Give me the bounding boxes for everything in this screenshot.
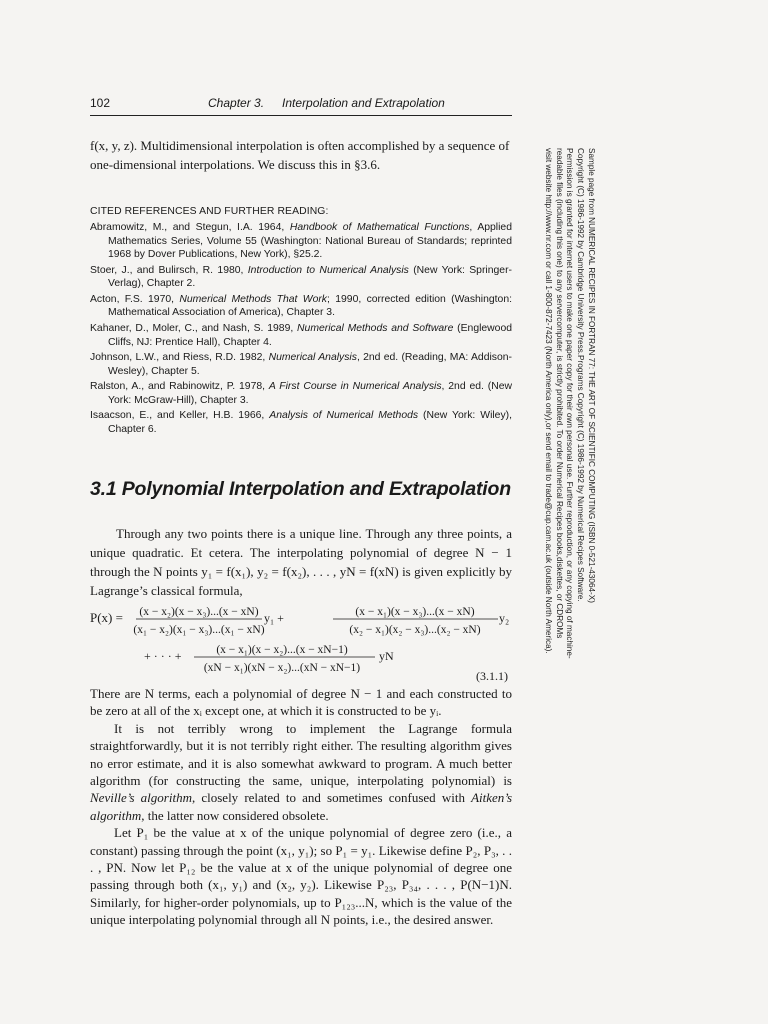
reference-title: Numerical Analysis (268, 352, 357, 364)
reference-details: (New York: Springer-Verlag), Chapter 2. (108, 264, 512, 290)
p3-text-a: It is not terribly wrong to implement the Lagrange formula straightforwardly, but it is not terribly right either. The resulting algorithm gives no error estimate, and it is also somewhat awkward to program. A much better algorithm (for constructing the same, unique, interpolating polynomial) is (90, 720, 512, 789)
reference-item (90, 221, 512, 261)
lagrange-equation (90, 600, 512, 690)
p3-text-b: , closely related to and sometimes confused with (191, 790, 472, 806)
chapter-heading (208, 96, 445, 110)
p3-text-c: , the latter now considered obsolete. (141, 807, 329, 823)
sidebar-line-3: Permission is granted for internet users to make one paper copy for their own personal use. Further reproduction, or any copying of machine- (565, 148, 575, 659)
intro-line-1: f(x, y, z). Multidimensional interpolation is often accomplished by a sequence of (90, 138, 510, 153)
body-paragraph-2: There are N terms, each a polynomial of degree N − 1 and each constructed to be zero at all of the xᵢ except one, at which it is constructed to be yᵢ. (90, 686, 512, 719)
reference-item (90, 293, 512, 320)
eq-term1-y: y₁ + (264, 611, 284, 625)
equation-number: (3.1.1) (476, 669, 508, 683)
aitkens-algorithm-term: Aitken’s algorithm (90, 790, 513, 823)
reference-item (90, 351, 512, 378)
reference-authors: Johnson, L.W., and Riess, R.D. 1982, (90, 352, 269, 364)
reference-item (90, 322, 512, 349)
body-paragraph-3 (90, 720, 512, 824)
reference-details: (New York: Wiley), Chapter 6. (108, 410, 513, 435)
reference-title: A First Course in Numerical Analysis (268, 381, 442, 393)
references-heading: CITED REFERENCES AND FURTHER READING: (90, 206, 329, 217)
sidebar-line-1: Sample page from NUMERICAL RECIPES IN FORTRAN 77: THE ART OF SCIENTIFIC COMPUTING (ISBN 0-521-43064-X) (587, 148, 596, 603)
reference-item (90, 409, 512, 436)
page-number: 102 (90, 96, 111, 110)
header-rule (90, 115, 512, 116)
eq-term3-numerator: (x − x₁)(x − x₂)...(x − xN−1) (216, 644, 348, 656)
reference-item (90, 380, 512, 407)
lagrange-intro-text: Through any two points there is a unique line. Through any three points, a unique quadratic. Et cetera. The interpolating polynomial of degree N − 1 through the N points y₁ = f(x₁), y₂ = f(x₂), . . . , yN = f(xN) is given explicitly by Lagrange’s classical formula, (90, 526, 512, 598)
references-block (90, 205, 512, 439)
reference-details: , 2nd ed. (Reading, MA: Addison-Wesley), Chapter 5. (108, 352, 512, 377)
reference-authors: Acton, F.S. 1970, (90, 294, 180, 306)
chapter-label: Chapter 3. (208, 96, 265, 110)
sidebar-line-2: Copyright (C) 1986-1992 by Cambridge University Press.Programs Copyright (C) 1986-1992 by Numerical Recipes Software. (576, 148, 586, 602)
eq-term3-denominator: (xN − x₁)(xN − x₂)...(xN − xN−1) (203, 662, 361, 674)
eq-term1-denominator: (x₁ − x₂)(x₁ − x₃)...(x₁ − xN) (133, 624, 265, 636)
sidebar-line-4: readable files (including this one) to any servercomputer, is strictly prohibited. To order Numerical Recipes books,diskettes, or CDROMs (554, 148, 564, 639)
reference-details: , 2nd ed. (New York: McGraw-Hill), Chapter 3. (108, 381, 512, 406)
references-list (90, 221, 512, 436)
reference-details: (Englewood Cliffs, NJ: Prentice Hall), Chapter 4. (108, 323, 513, 348)
reference-authors: Stoer, J., and Bulirsch, R. 1980, (90, 264, 248, 276)
reference-title: Analysis of Numerical Methods (269, 410, 419, 422)
eq-term3-y: yN (379, 649, 394, 663)
sidebar-line-5: visit website http://www.nr.com or call 1-800-872-7423 (North America only),or send email to trade@cup.cam.ac.uk (outside North America). (543, 148, 553, 654)
equation-svg (90, 600, 512, 690)
eq-term1-numerator: (x − x₂)(x − x₃)...(x − xN) (139, 606, 259, 618)
reference-details: ; 1990, corrected edition (Washington: Mathematical Association of America), Chapter 3. (108, 294, 512, 319)
eq-term2-denominator: (x₂ − x₁)(x₂ − x₃)...(x₂ − xN) (349, 624, 481, 636)
intro-line-2: one-dimensional interpolations. We discuss this in §3.6. (90, 157, 381, 172)
body-paragraph-4: Let P₁ be the value at x of the unique polynomial of degree zero (i.e., a constant) passing through the point (x₁, y₁); so P₁ = y₁. Likewise define P₂, P₃, . . . , PN. Now let P₁₂ be the value at x of the unique polynomial of degree one passing through both (x₁, y₁) and (x₂, y₂). Likewise P₂₃, P₃₄, . . . , P(N−1)N. Similarly, for higher-order polynomials, up to P₁₂₃...N, which is the value of the unique interpolating polynomial through all N points, i.e., the desired answer. (90, 825, 512, 928)
reference-authors: Ralston, A., and Rabinowitz, P. 1978, (90, 381, 269, 393)
reference-title: Numerical Methods and Software (297, 323, 454, 335)
eq-lhs: P(x) = (90, 610, 123, 625)
reference-title: Numerical Methods That Work (179, 294, 328, 306)
reference-authors: Isaacson, E., and Keller, H.B. 1966, (90, 410, 270, 422)
reference-item (90, 264, 512, 291)
reference-title: Handbook of Mathematical Functions (289, 222, 470, 234)
reference-authors: Kahaner, D., Moler, C., and Nash, S. 1989, (90, 323, 298, 335)
reference-details: , Applied Mathematics Series, Volume 55 (Washington: National Bureau of Standards; reprinted 1968 by Dover Publications, New York), §25.2. (108, 222, 512, 261)
chapter-title: Interpolation and Extrapolation (282, 96, 445, 110)
eq-term2-numerator: (x − x₁)(x − x₃)...(x − xN) (355, 606, 475, 618)
eq-term3-prefix: + · · · + (144, 649, 182, 663)
running-header (90, 96, 512, 114)
eq-term2-y: y₂ (499, 611, 510, 625)
intro-paragraph (90, 136, 512, 174)
body-paragraph-1 (90, 524, 512, 600)
reference-title: Introduction to Numerical Analysis (247, 264, 409, 276)
nevilles-algorithm-term: Neville’s algorithm (90, 790, 192, 806)
body-paragraphs (90, 685, 512, 929)
reference-authors: Abramowitz, M., and Stegun, I.A. 1964, (90, 222, 290, 234)
section-title: 3.1 Polynomial Interpolation and Extrapolation (90, 478, 511, 500)
